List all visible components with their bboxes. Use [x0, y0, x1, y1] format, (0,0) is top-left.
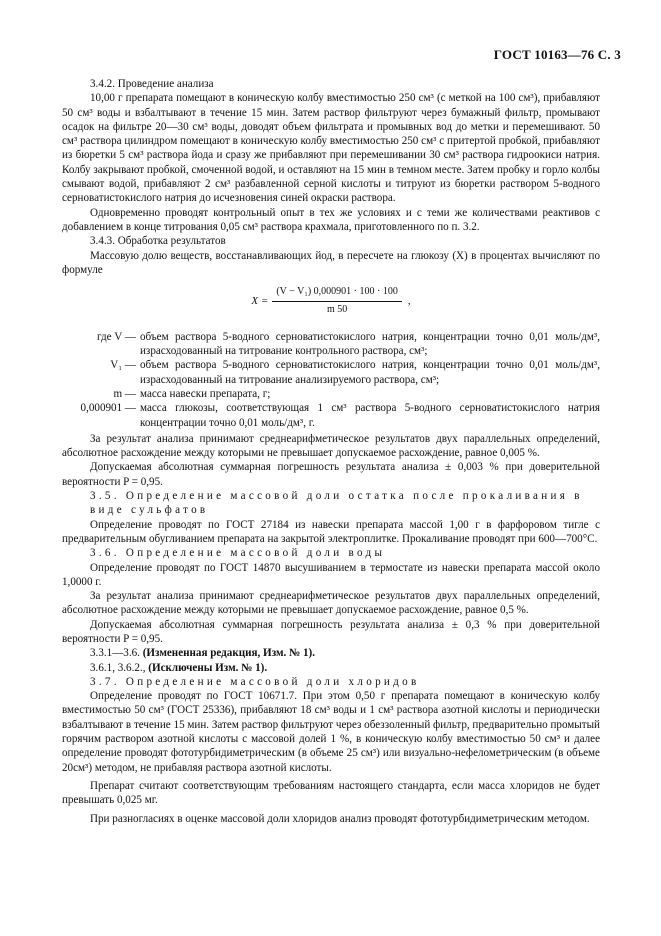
definition-text: масса глюкозы, соответствующая 1 см³ раствора 5-водного серноватистокислого натрия концентрации точно 0,01 моль/дм³, г.: [140, 402, 600, 429]
definition-symbol: где V —: [96, 330, 136, 343]
page-header: ГОСТ 10163—76 С. 3: [493, 47, 621, 62]
edition-note-2: [62, 661, 600, 675]
section-3-4-2-title: 3.4.2. Проведение анализа: [90, 78, 214, 90]
section-3-6-text: Определение проводят по ГОСТ 14870 высушиванием в термостате из навески препарата массой около 1,0000 г.: [62, 561, 600, 588]
definition-symbol: 0,000901 —: [80, 402, 136, 415]
result-paragraph-1: За результат анализа принимают среднеарифметическое результатов двух параллельных определений, абсолютное расхождение между которыми не превышает допускаемое расхождение, равное 0,005 %.: [62, 432, 600, 460]
edition-note-2-prefix: 3.6.1, 3.6.2.,: [90, 661, 146, 674]
definition-symbol: m —: [113, 387, 136, 400]
definition-row: [62, 330, 600, 359]
edition-note-1: [62, 646, 600, 660]
definition-row: [62, 387, 600, 401]
section-3-7-text: Определение проводят по ГОСТ 10671.7. При этом 0,50 г препарата помещают в коническую колбу вместимостью 50 см³ (ГОСТ 25336), прибавляют 18 см³ воды и 1 см³ раствора азотной кислоты и периодически взбалтывают в течение 15 мин. Затем раствор фильтруют через обеззоленный фильтр, предварительно промытый горячим раствором азотной кислоты с массовой долей 1 %, в коническую колбу вместимостью 50 см³ и далее определение проводят фототурбидиметрическим (в объеме 25 см³) или визуально-нефелометрическим (в объеме 20см³) методом, не прибавляя раствора азотной кислоты.: [62, 690, 600, 774]
section-3-4-3-text: Массовую долю веществ, восстанавливающих йод, в пересчете на глюкозу (X) в процентах вычисляют по формуле: [62, 249, 600, 276]
section-3-5-title: 3.5. Определение массовой доли остатка после прокаливания в виде сульфатов: [90, 490, 583, 517]
formula: [62, 285, 600, 318]
formula-trail: ,: [407, 295, 411, 308]
error-paragraph-1: Допускаемая абсолютная суммарная погрешность результата анализа ± 0,003 % при доверительной вероятности P = 0,95.: [62, 461, 600, 488]
definition-text: объем раствора 5-водного серноватистокислого натрия, концентрации точно 0,01 моль/дм³, израсходованный на титрование контрольного раствора, см³;: [140, 330, 600, 358]
control-experiment-text: Одновременно проводят контрольный опыт в тех же условиях и с теми же количествами реактивов с добавлением в конце титрования 0,05 см³ раствора крахмала, приготовленного по п. 3.2.: [62, 206, 600, 233]
formula-fraction: [272, 285, 402, 318]
section-3-6-title: 3.6. Определение массовой доли воды: [90, 547, 386, 560]
definition-symbol: V₁ —: [110, 359, 136, 372]
definition-text: масса навески препарата, г;: [140, 387, 271, 400]
formula-numerator: (V − V₁) 0,000901 · 100 · 100: [272, 285, 402, 302]
section-3-4-2-text: 10,00 г препарата помещают в коническую колбу вместимостью 250 см³ (с меткой на 100 см³), прибавляют 50 см³ воды и взбалтывают в течение 15 мин. Затем раствор фильтруют через бумажный фильтр, промывают осадок на фильтре 20—30 см³ воды, доводят объем фильтрата и промывных вод до метки и перемешивают. 50 см³ раствора цилиндром помещают в коническую колбу вместимостью 250 см³ с притертой пробкой, прибавляют из бюретки 5 см³ раствора йода и сразу же прибавляют при перемешивании 30 см³ раствора гидроокиси натрия. Колбу закрывают пробкой, смоченной водой, и оставляют на 15 мин в темном месте. Затем пробку и горло колбы смывают водой, прибавляют 2 см³ разбавленной серной кислоты и титруют из бюретки раствором 5-водного серноватистокислого натрия до исчезновения синей окраски раствора.: [62, 92, 600, 205]
section-3-4-3-title: 3.4.3. Обработка результатов: [90, 235, 226, 248]
edition-note-2-bold: (Исключены Изм. № 1).: [148, 661, 268, 674]
result-paragraph-2: За результат анализа принимают среднеарифметическое результатов двух параллельных определений, абсолютное расхождение между которыми не превышает допускаемое расхождение, равное 0,5 %.: [62, 590, 600, 617]
definition-text: объем раствора 5-водного серноватистокислого натрия, концентрации точно 0,01 моль/дм³, израсходованный на титрование анализируемого раствора, см³;: [140, 359, 600, 386]
variable-definitions: [62, 330, 600, 430]
section-3-5-text: Определение проводят по ГОСТ 27184 из навески препарата массой 1,00 г в фарфоровом тигле с предварительным обугливанием препарата на закрытой электроплитке. Прокаливание проводят при 600—700°С.: [62, 518, 600, 545]
section-3-7-requirement: Препарат считают соответствующим требованиям настоящего стандарта, если масса хлоридов не будет превышать 0,025 мг.: [62, 779, 600, 807]
definition-row: [62, 358, 600, 387]
formula-denominator: m 50: [326, 304, 348, 316]
edition-note-1-bold: (Измененная редакция, Изм. № 1).: [142, 647, 316, 660]
formula-lhs: X =: [251, 295, 269, 308]
section-3-7-title: 3.7. Определение массовой доли хлоридов: [90, 675, 420, 688]
error-paragraph-2: Допускаемая абсолютная суммарная погрешность результата анализа ± 0,3 % при доверительной вероятности P = 0,95.: [62, 618, 600, 645]
definition-row: [62, 401, 600, 430]
document-body: [62, 77, 600, 826]
section-3-7-dispute: При разногласиях в оценке массовой доли хлоридов анализ проводят фототурбидиметрическим методом.: [90, 812, 590, 825]
edition-note-1-prefix: 3.3.1—3.6.: [90, 647, 140, 660]
